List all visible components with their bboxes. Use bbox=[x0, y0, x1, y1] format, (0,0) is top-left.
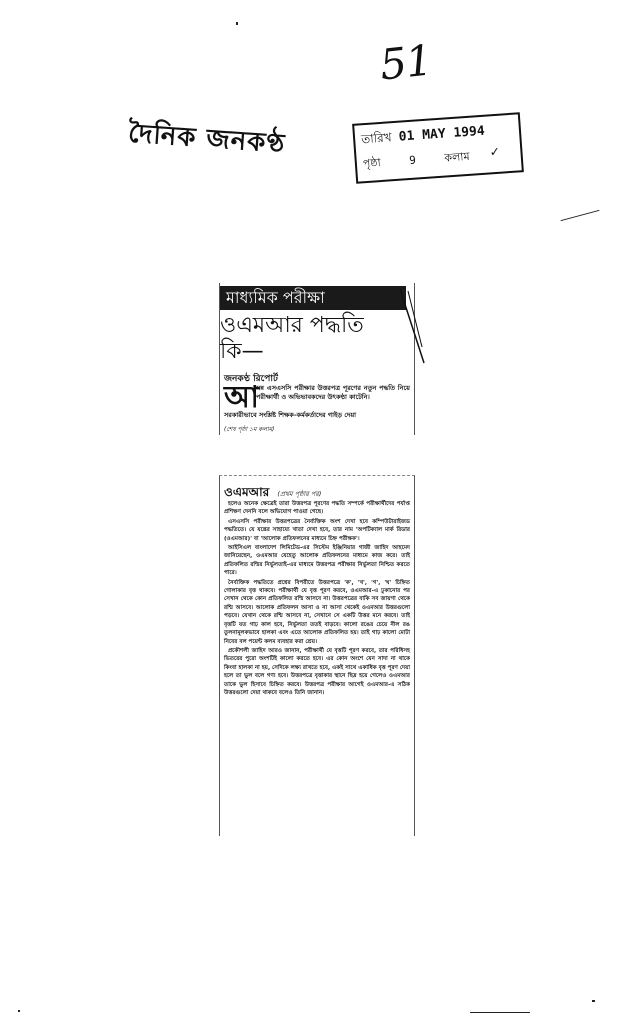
article-kicker: মাধ্যমিক পরীক্ষা bbox=[220, 286, 406, 310]
newspaper-name: দৈনিক জনকণ্ঠ bbox=[127, 118, 287, 160]
scan-speck bbox=[18, 1010, 20, 1012]
continued-heading-note: (প্রথম পৃষ্ঠার পর) bbox=[277, 490, 322, 498]
scan-speck bbox=[592, 1000, 595, 1002]
article-headline bbox=[220, 313, 410, 365]
body-paragraph: নৈর্ব্যক্তিক পদ্ধতিতে প্রশ্নের বিপরীতে উত্তরপত্রে 'ক', 'খ', 'গ', 'ঘ' চিহ্নিত গোলাকার বৃত্ত থাকবে। পরীক্ষার্থী যে বৃত্ত পূরণ করবে, ওএমআর-এ ঢুকানোর পর সেখান থেকে কোন প্রতিফলিত রশ্মি আসবে না। উত্তরপত্রের বাকি সব জায়গা থেকে রশ্মি আসবে। আলোক প্রতিফলন আসা ও না আসা থেকেই ওএমআর উত্তরগুলো পড়বে। যেখান থেকে রশ্মি আসবে না, সেখানে সে একটি উত্তর মনে করবে। তাই বৃত্তটি যত গাঢ় কাল হবে, নির্ভুলতা ততই বাড়বে। কালো রঙের চেয়ে নীল রঙ তুলনামূলকভাবে হালকা এবং এতে আলোক প্রতিফলিত হয়। তাই গাঢ় কালো মোটা নিবের বল পয়েন্ট কলম ব্যবহার করা শ্রেয়। bbox=[224, 579, 410, 645]
body-paragraph: এসএসসি পরীক্ষার উত্তরপত্রের নৈর্ব্যক্তিক অংশ দেখা হবে কম্পিউটারাইজড পদ্ধতিতে। যে যন্ত্রের সাহায্যে খাতা দেখা হবে, তার নাম 'অপটিক্যাল মার্ক রিডার (ওএমআর)' বা 'আলোক প্রতিফলনের মাধ্যমে চিহ্ন পরীক্ষক'। bbox=[224, 518, 410, 542]
article-reporter: জনকণ্ঠ রিপোর্ট bbox=[224, 374, 278, 384]
article-continued-note: (শেষ পৃষ্ঠা ১ম কলাম) bbox=[224, 426, 275, 433]
stamp-page-value: 9 bbox=[408, 153, 417, 168]
body-paragraph: হলেও অনেক ক্ষেত্রেই তারা উত্তরপত্র পূরণের পদ্ধতি সম্পর্কে পরীক্ষার্থীদের পর্যাপ্ত প্রশিক্ষণ দেননি বলে অভিযোগ পাওয়া গেছে। bbox=[224, 501, 410, 516]
article-drop-cap: আ bbox=[224, 380, 259, 415]
body-paragraph: প্রকৌশলী জাহিদ আরও জানান, পরীক্ষার্থী যে বৃত্তটি পূরণ করবে, তার পরিধিসহ ভিতরের পুরো অংশটিই কালো করতে হবে। এর কোন অংশে যেন সাদা না থাকে কিংবা হালকা না হয়, সেদিকে লক্ষ্য রাখতে হবে, একই সাথে একাধিক বৃত্ত পূরণ দেয়া হলে তা ভুল বলে গণ্য হবে। উত্তরপত্রে বৃত্তাকার স্থানে ছিদ্র হয়ে গেলেও ওএমআর তাকে ভুল হিসাবে চিহ্নিত করবে। উত্তরপত্র পরীক্ষার আগেই ওএমআর-এ সঠিক উত্তরগুলো দেয়া থাকবে বলেও তিনি জানান। bbox=[224, 647, 410, 696]
stamp-column-label: কলাম bbox=[443, 149, 471, 165]
article-clipping-front bbox=[219, 283, 415, 435]
stamp-page-label: পৃষ্ঠা bbox=[362, 156, 382, 171]
headline-line-1: ওএমআর পদ্ধতি bbox=[220, 313, 364, 338]
page-number: 51 bbox=[377, 35, 434, 90]
date-stamp bbox=[352, 112, 524, 184]
continued-heading-title: ওএমআর bbox=[224, 485, 270, 499]
scan-speck bbox=[470, 1012, 530, 1013]
stamp-page-row bbox=[362, 148, 470, 174]
pen-mark-icon bbox=[398, 287, 428, 367]
stamp-date-label: তারিখ bbox=[360, 130, 393, 147]
stamp-date-value: 01 MAY 1994 bbox=[398, 123, 486, 145]
scan-speck bbox=[561, 210, 600, 221]
headline-line-2: কি— bbox=[220, 339, 264, 364]
article-clipping-continued bbox=[219, 475, 415, 836]
article-lead-rest: সরকারীভাবে সংশ্লিষ্ট শিক্ষক-কর্মকর্তাদের গাইড় দেয়া bbox=[224, 411, 357, 419]
article-body bbox=[224, 500, 410, 698]
article-lead: সন্ন এসএসসি পরীক্ষার উত্তরপত্র পূরণের নতুন পদ্ধতি নিয়ে পরীক্ষার্থী ও অভিভাবকদের উৎকণ্ঠা কাটেনি। bbox=[256, 384, 410, 401]
stamp-tick-mark: ✓ bbox=[489, 143, 500, 161]
body-paragraph: আইসিএল বাংলাদেশ লিমিটেড-এর সিস্টেম ইঞ্জিনিয়ার গাজী জাহিদ আহমেদ জানিয়েছেন, ওএমআর যেহেতু আলোক প্রতিফলনের মাধ্যমে কাজ করে। তাই প্রতিফলিত রশ্মির নির্ভুলতাই-এর মাধ্যমে উত্তরপত্র পরীক্ষার নির্ভুলতা নিশ্চিত করতে পারে। bbox=[224, 545, 410, 577]
scan-speck bbox=[236, 22, 238, 25]
